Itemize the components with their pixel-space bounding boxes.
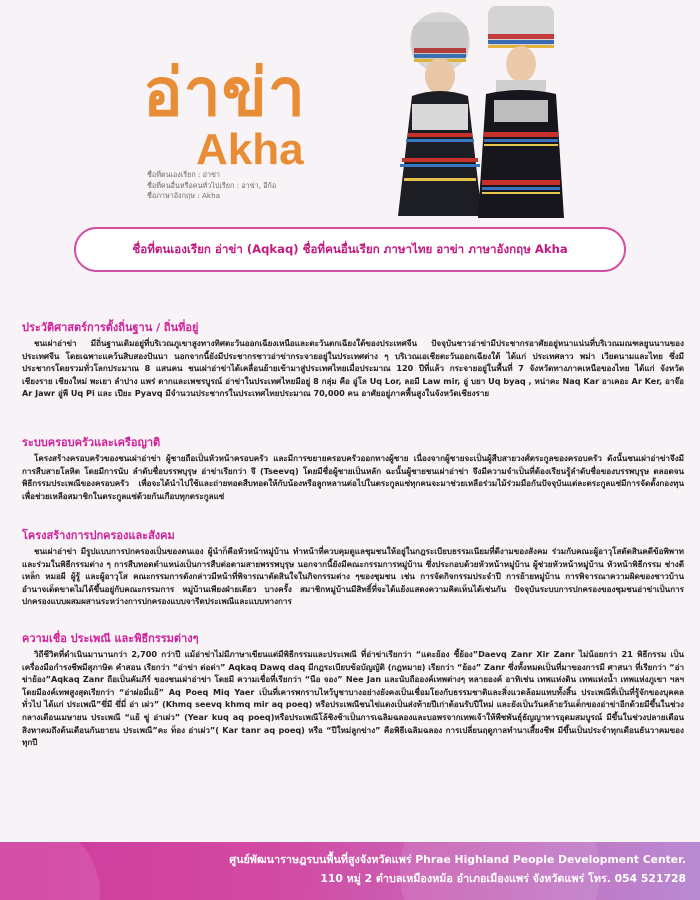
banner-text: ชื่อที่ตนเองเรียก อ่าข่า (Aqkaq) ชื่อที่คนอื่นเรียก ภาษาไทย อาข่า ภาษาอังกฤษ Akha	[132, 241, 568, 256]
name-others: ชื่อที่คนอื่นหรือคนทั่วไปเรียก : อาข่า, อีก้อ	[147, 180, 277, 190]
footer-organization: ศูนย์พัฒนาราษฎรบนพื้นที่สูงจังหวัดแพร่ Phrae Highland People Development Center.	[229, 853, 686, 866]
section-family	[22, 436, 684, 502]
footer-decoration	[0, 842, 100, 900]
name-english: ชื่อภาษาอังกฤษ : Akha	[147, 191, 221, 200]
section-history	[22, 321, 684, 400]
section-body-family: โครงสร้างครอบครัวของชนเผ่าอ่าข่า ผู้ชายถือเป็นหัวหน้าครอบครัว และมีการขยายครอบครัวออกทางผู้ชาย เนื่องจากผู้ชายจะเป็นผู้สืบสายวงศ์ตระกูลของครอบครัว ดังนั้นชนเผ่าอ่าข่าจึงมีการสืบสายโลหิต โดยมีการนับ ลำดับชื่อบรรพบุรุษ อ่าข่าเรียกว่า จึ (Tseevq) โดยมีชื่อผู้ชายเป็นหลัก ฉะนั้นผู้ชายชนเผ่าอ่าข่า จึงมีความจำเป็นที่ต้องเรียนรู้ลำดับชื่อของบรรพบุรุษ ตลอดจนพิธีกรรมประเพณีของครอบครัว เพื่อจะได้นำไปใช้และถ่ายทอดสืบทอดให้กับน้องหรือลูกหลานต่อไปในตระกูลแซ่ทุกคนจะมาช่วยเหลือร่วมไม้ร่วมมือกันปัจจุบันแต่ละตระกูลแซ่มีการจัดตั้งกองทุน เพื่อช่วยเหลือสมาชิกในตระกูลแซ่ด้วยกันเกือบทุกตระกูลแซ่	[22, 453, 684, 501]
section-title-beliefs: ความเชื่อ ประเพณี และพิธีกรรมต่างๆ	[22, 632, 199, 645]
section-beliefs	[22, 632, 684, 749]
section-body-governance: ชนเผ่าอ่าข่า มีรูปแบบการปกครองเป็นของตนเอง ผู้นำก็คือหัวหน้าหมู่บ้าน ทำหน้าที่ควบคุมดูแลชุมชนให้อยู่ในกฎระเบียบธรรมเนียมที่ดีงามของสังคม ร่วมกับคณะผู้อาวุโสตัดสินคดีข้อพิพาทและร่วมในพิธีกรรมต่าง ๆ การสืบทอดตำแหน่งเป็นการสืบต่อตามสายพรรพบุรุษ นอกจากนี้ยังมีคณะกรรมการหมู่บ้าน ซึ่งประกอบด้วยหัวหน้าหมู่บ้าน ผู้ช่วยหัวหน้าหมู่บ้าน หัวหน้าพิธีกรรม ช่างตีเหล็ก หมอผี ผู้รู้ และผู้อาวุโส คณะกรรมการดังกล่าวมีหน้าที่พิจารณาตัดสินใจในกิจกรรมต่าง ๆของชุมชน เช่น การจัดกิจกรรมประจำปี การย้ายหมู่บ้าน การพิจารณาความผิดของชาวบ้าน อำนาจเด็ดขาดไม่ได้ขึ้นอยู่กับคณะกรรมการ หมู่บ้านเพียงฝ่ายเดียว บางครั้ง สมาชิกหมู่บ้านมีสิทธิ์ที่จะได้แย้งแสดงความคิดเห็นได้เช่นกัน ปัจจุบันระบบการปกครองของชุมชนอ่าข่าเป็นการปกครองแบบผสมผสานระหว่างการปกครองแบบจารีตประเพณีและแบบทางการ	[22, 546, 684, 607]
footer	[0, 842, 700, 900]
akha-woman-image	[460, 0, 582, 218]
title-thai: อ่าข่า	[143, 54, 306, 131]
section-title-family: ระบบครอบครัวและเครือญาติ	[22, 436, 161, 449]
section-governance	[22, 529, 684, 608]
footer-text	[229, 850, 686, 888]
names-banner	[74, 227, 626, 272]
footer-address: 110 หมู่ 2 ตำบลเหมืองหม้อ อำเภอเมืองแพร่ จังหวัดแพร่ โทร. 054 521728	[320, 872, 686, 885]
section-title-governance: โครงสร้างการปกครองและสังคม	[22, 529, 175, 542]
title-english: Akha	[196, 125, 304, 174]
section-body-beliefs: วิถีชีวิตที่ดำเนินมานานกว่า 2,700 กว่าปี แม้อ่าข่าไม่มีภาษาเขียนแต่มีพิธีกรรมและประเพณี ที่อ่าข่าเรียกว่า “แดะย้อง ซี้ย้อง”Daevq Zanr Xir Zanr ไม่น้อยกว่า 21 พิธีกรรม เป็นเครื่องมือกำรงชีพมีสุภาษิต คำสอน เรียกว่า “อ่าข่า ด่อด่า” Aqkaq Dawq daq มีกฎระเบียบข้อบัญญัติ (กฎหมาย) เรียกว่า “ย้อง” Zanr ซึ่งทั้งหมดเป็นที่มาของการมี ศาสนา ที่เรียกว่า “อ่าข่าย้อง”Aqkaq Zanr ถือเป็นคัมภีร์ ของชนเผ่าอ่าข่า โดยมี ความเชื่อที่เรียกว่า “นือ จอง” Nee Jan และนับถือองค์เทพต่างๆ หลายองค์ อาทิเช่น เทพแห่งดิน เทพแห่งน้ำ เทพแห่งภูเขา ฯลฯ โดยมีองค์เทพสูงสุดเรียกว่า “อ่าผ่อมี่แย้” Aq Poeq Miq Yaer เป็นที่เคารพกราบไหว้บูชาบางอย่างยังคงเป็นเชื่อมโยงกับธรรมชาติและสิ่งแวดล้อมแทบทั้งสิ้น ประเพณีที่เป็นที่รู้จักของบุคคลทั่วไป ได้แก่ ประเพณี”ขึ่มี ขึ่มี่ อ่า เผ่ว” (Khmq seevq khmq mir aq poeq) หรือประเพณีชนไข่แดงเป็นส่งท้ายปีเก่าต้อนรับปีใหม่ และยังเป็นวันคล้ายวันเด็กของอ่าข่าอีกด้วยมีขึ้นในช่วงกลางเดือนเมษายน ประเพณี “แย้ ขู่ อ่าเผ่ว” (Year kuq aq poeq)หรือประเพณีโล้ชิงช้าเป็นการเฉลิมฉลองและบอพรจากเทพเจ้าให้พืชพันธุ์ธัญญาหารอุดมสมบูรณ์ มีขึ้นในช่วงปลายเดือนสิงหาคมถึงต้นเดือนกันยายน ประเพณี”คะ ท็อง อ่าเผ่ว”( Kar tanr aq poeq) หรือ “ปีใหม่ลูกข่าง” คือพิธีเฉลิมฉลอง การเปลี่ยนฤดูกาลทำนาเสี้ยงชีพ มีขึ้นเป็นประจำทุกเดือนธันวาคมของทุกปี	[22, 649, 684, 748]
hero	[0, 0, 700, 218]
section-body-history: ชนเผ่าอ่าข่า มีถิ่นฐานเดิมอยู่ที่บริเวณภูเขาสูงทางทิศตะวันออกเฉียงเหนือและตะวันตกเฉียงใต้ของประเทศจีน ปัจจุบันชาวอ่าข่ามีประชากรอาศัยอยู่หนาแน่นที่บริเวณมณฑลยูนนานของประเทศจีน โดยเฉพาะแคว้นสิบสองปันนา นอกจากนี้ยังมีประชากรชาวอ่าข่ากระจายอยู่ในประเทศต่าง ๆ บริเวณเอเชียตะวันออกเฉียงใต้ ได้แก่ ประเทศลาว พม่า เวียดนามและไทย ซึ่งมีประชากรโดยรวมทั่วโลกประมาณ 8 แสนคน ชนเผ่าอ่าข่าได้เคลื่อนย้ายเข้ามาสู่ประเทศไทยเมื่อประมาณ 120 ปีที่แล้ว กระจายอยู่ในพื้นที่ 7 จังหวัดทางภาคเหนือของไทย ได้แก่ จังหวัดเชียงราย เชียงใหม่ พะเยา ลำปาง แพร่ ตากและเพชรบูรณ์ อ่าข่าในประเทศไทยมีอยู่ 8 กลุ่ม คือ อู่โล Uq Lor, ลอมี Law mir, อู่ บยา Uq byaq , หน่าคะ Naq Kar อาเคอะ Ar Ker, อาจ๊อ Ar Jawr อู่พี Uq Pi และ เปียะ Pyavq มีจำนวนประชากรในประเทศไทยประมาณ 70,000 คน อาศัยอยู่ภาคพื้นสูงในจังหวัดเชียงราย	[22, 338, 684, 399]
name-self: ชื่อที่ตนเองเรียก : อ่าข่า	[147, 170, 220, 179]
section-title-history: ประวัติศาสตร์การตั้งถิ่นฐาน / ถิ่นที่อยู่	[22, 321, 199, 334]
name-list	[147, 170, 387, 202]
